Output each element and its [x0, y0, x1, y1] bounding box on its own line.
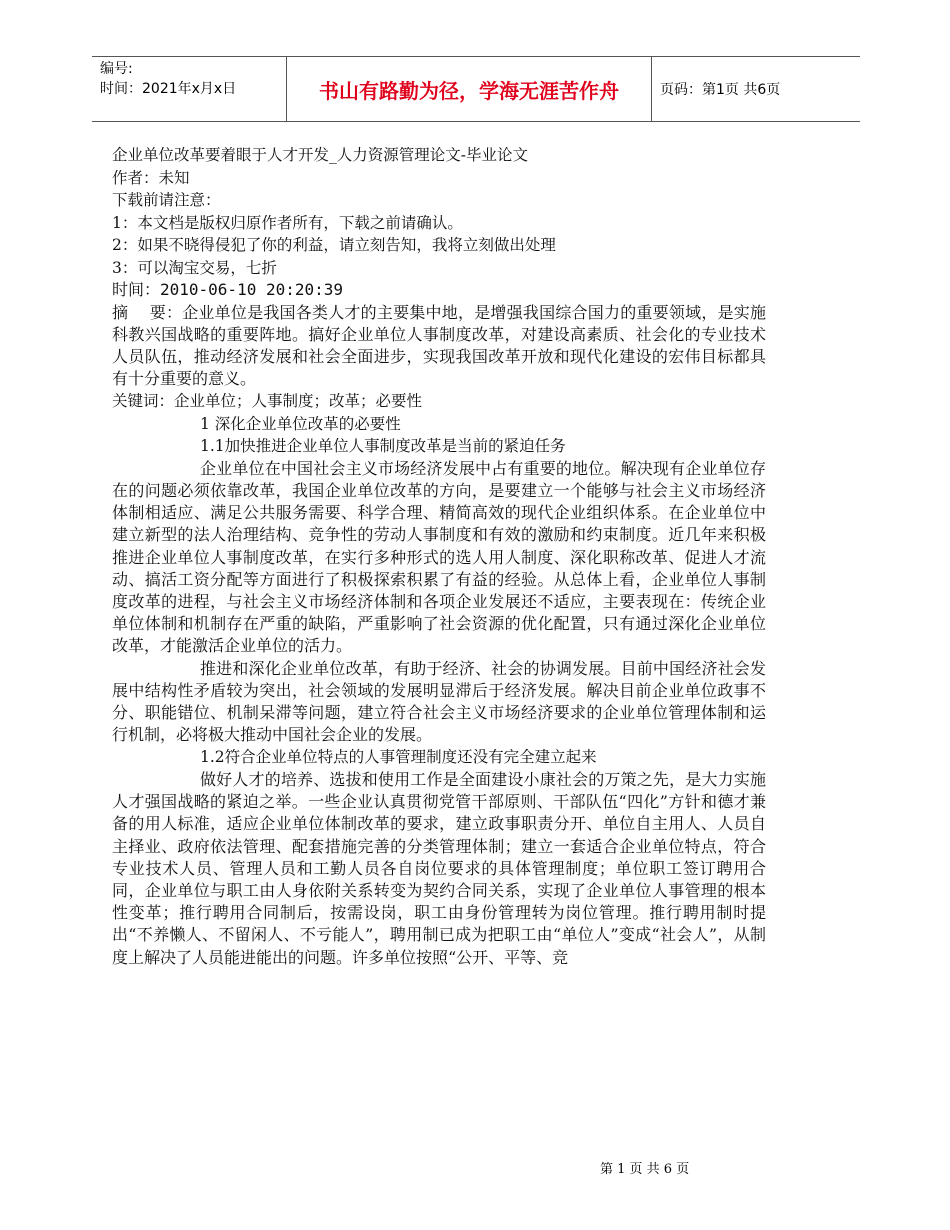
doc-time-label: 时间：2021年x月x日: [100, 81, 237, 97]
header-motto: 书山有路勤为径，学海无涯苦作舟: [286, 57, 652, 121]
paragraph-2: 推进和深化企业单位改革，有助于经济、社会的协调发展。目前中国经济社会发展中结构性矛盾较为突出，社会领域的发展明显滞后于经济发展。解决目前企业单位政事不分、职能错位、机制呆滞等问题，建立符合社会主义市场经济要求的企业单位管理体制和运行机制，必将极大推动中国社会企业的发展。: [112, 658, 766, 745]
doc-number-label: 编号:: [100, 61, 133, 77]
header-page-info: 页码：第1页 共6页: [660, 82, 781, 98]
abstract: 摘 要：企业单位是我国各类人才的主要集中地，是增强我国综合国力的重要领域，是实施科教兴国战略的重要阵地。搞好企业单位人事制度改革，对建设高素质、社会化的专业技术人员队伍，推动经济发展和社会全面进步，实现我国改革开放和现代化建设的宏伟目标都具有十分重要的意义。: [112, 302, 766, 389]
page-footer: 第 1 页 共 6 页: [600, 1162, 690, 1177]
document-body: [112, 144, 766, 969]
page-header: [92, 56, 860, 122]
section-heading-1: 1 深化企业单位改革的必要性: [200, 414, 401, 433]
doc-timestamp: 时间：2010-06-10 20:20:39: [112, 280, 344, 299]
paragraph-3: 做好人才的培养、选拔和使用工作是全面建设小康社会的万策之先，是大力实施人才强国战略的紧迫之举。一些企业认真贯彻党管干部原则、干部队伍“四化”方针和德才兼备的用人标准，适应企业单位体制改革的要求，建立政事职责分开、单位自主用人、人员自主择业、政府依法管理、配套措施完善的分类管理体制；建立一套适合企业单位特点，符合专业技术人员、管理人员和工勤人员各自岗位要求的具体管理制度；单位职工签订聘用合同，企业单位与职工由人身依附关系转变为契约合同关系，实现了企业单位人事管理的根本性变革；推行聘用合同制后，按需设岗，职工由身份管理转为岗位管理。推行聘用制时提出“不养懒人、不留闲人、不亏能人”，聘用制已成为把职工由“单位人”变成“社会人”，从制度上解决了人员能进能出的问题。许多单位按照“公开、平等、竞: [112, 769, 766, 967]
notice-item-1: 1：本文档是版权归原作者所有，下载之前请确认。: [112, 213, 463, 232]
notice-heading: 下载前请注意：: [112, 191, 221, 209]
section-heading-1-2: 1.2符合企业单位特点的人事管理制度还没有完全建立起来: [200, 748, 597, 767]
header-meta: [100, 59, 236, 99]
section-heading-1-1: 1.1加快推进企业单位人事制度改革是当前的紧迫任务: [200, 437, 566, 456]
keywords: 关键词：企业单位；人事制度；改革；必要性: [112, 392, 423, 411]
notice-item-3: 3：可以淘宝交易，七折: [112, 258, 277, 277]
paragraph-1: 企业单位在中国社会主义市场经济发展中占有重要的地位。解决现有企业单位存在的问题必须依靠改革，我国企业单位改革的方向，是要建立一个能够与社会主义市场经济体制相适应、满足公共服务需要、科学合理、精简高效的现代企业组织体系。在企业单位中建立新型的法人治理结构、竞争性的劳动人事制度和有效的激励和约束制度。近几年来积极推进企业单位人事制度改革，在实行多种形式的选人用人制度、深化职称改革、促进人才流动、搞活工资分配等方面进行了积极探索积累了有益的经验。从总体上看，企业单位人事制度改革的进程，与社会主义市场经济体制和各项企业发展还不适应，主要表现在：传统企业单位体制和机制存在严重的缺陷，严重影响了社会资源的优化配置，只有通过深化企业单位改革，才能激活企业单位的活力。: [112, 458, 766, 656]
doc-author: 作者：未知: [112, 168, 190, 187]
notice-item-2: 2：如果不晓得侵犯了你的利益，请立刻告知，我将立刻做出处理: [112, 236, 556, 254]
doc-title: 企业单位改革要着眼于人才开发_人力资源管理论文-毕业论文: [112, 146, 528, 164]
